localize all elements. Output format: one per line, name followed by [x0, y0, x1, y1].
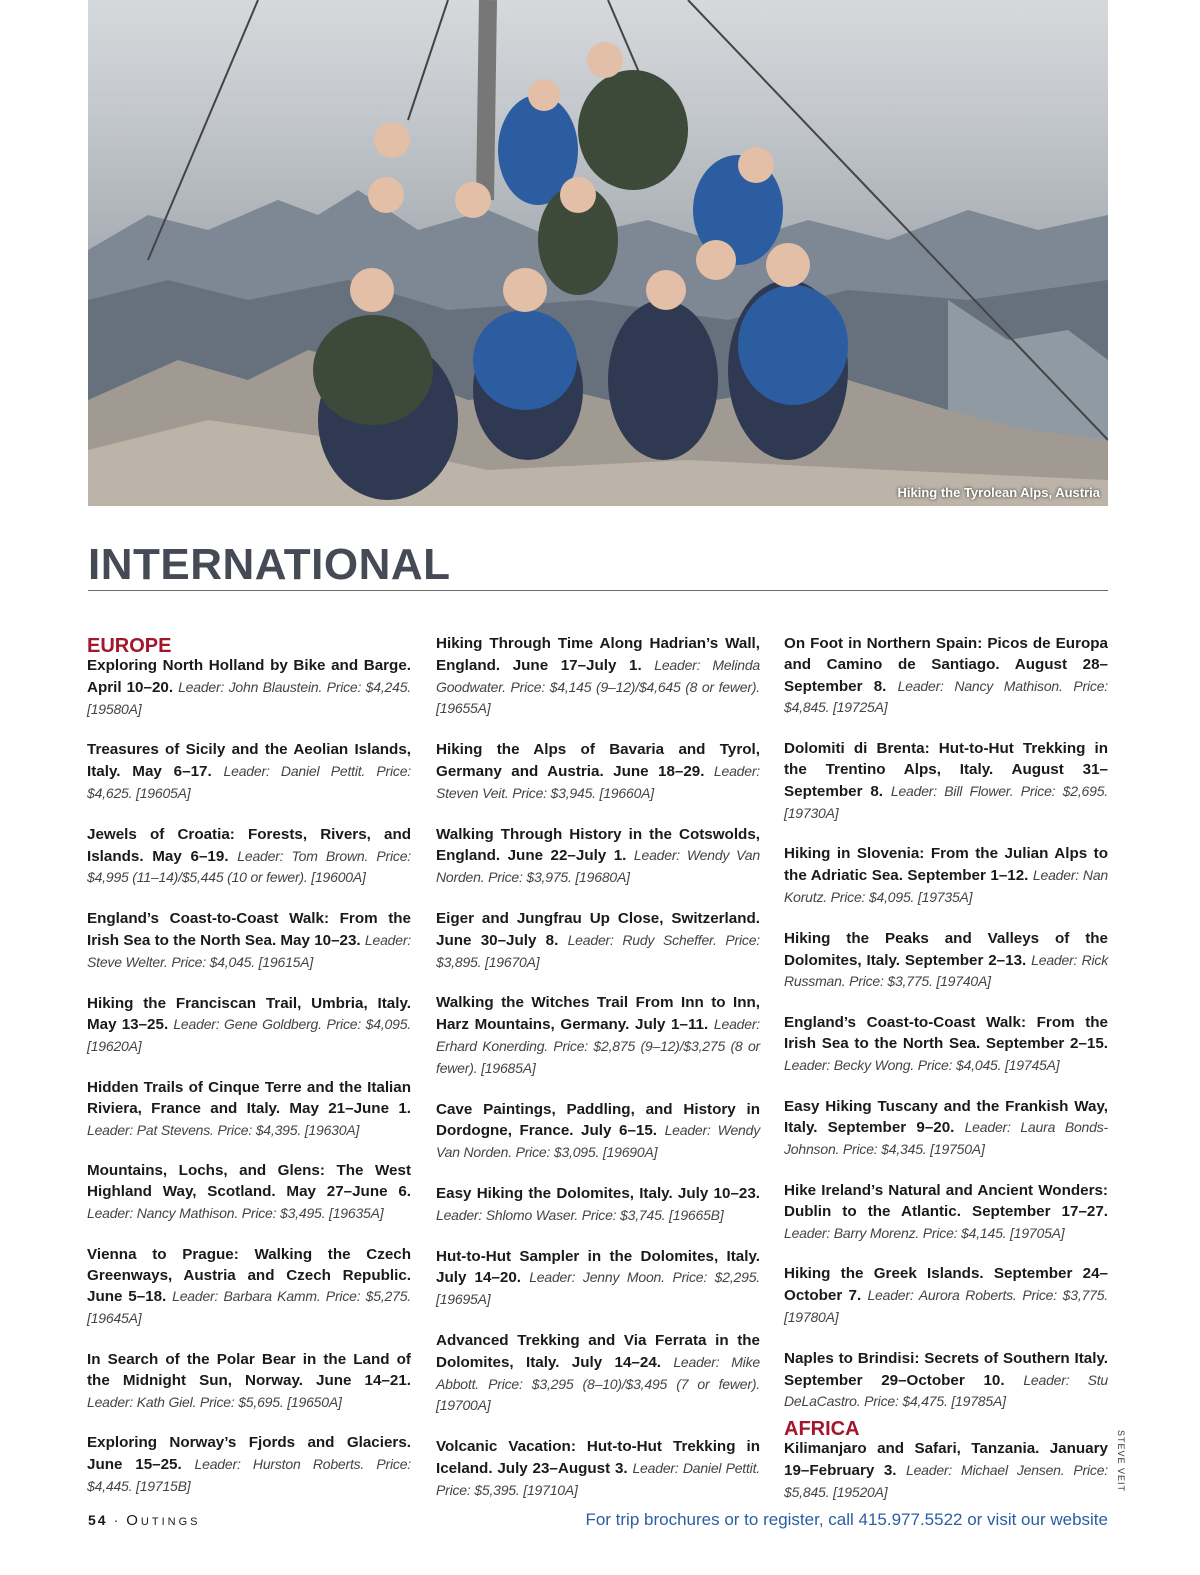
trip-listing [87, 909, 411, 973]
trip-details: Leader: Pat Stevens. Price: $4,395. [19630A] [87, 1121, 360, 1138]
trip-details: Leader: Hurston Roberts. Price: $4,445. [19715B] [87, 1456, 411, 1494]
trip-listing [436, 1331, 760, 1417]
trip-details: Leader: Daniel Pettit. Price: $4,625. [19605A] [87, 763, 411, 801]
trip-title: Hiking in Slovenia: From the Julian Alps to the Adriatic Sea. September 1–12. [784, 845, 1108, 885]
trip-title: Hiking the Alps of Bavaria and Tyrol, Germany and Austria. June 18–29. [436, 741, 760, 780]
trip-details: Leader: Michael Jensen. Price: $5,845. [19520A] [784, 1461, 1108, 1500]
trip-details: Leader: Rick Russman. Price: $3,775. [19740A] [784, 951, 1108, 990]
trip-details: Leader: Steve Welter. Price: $4,045. [19615A] [87, 931, 411, 970]
trip-details: Leader: Nancy Mathison. Price: $3,495. [19635A] [87, 1204, 384, 1221]
trip-title: Mountains, Lochs, and Glens: The West Highland Way, Scotland. May 27–June 6. [87, 1162, 411, 1201]
trip-listing [87, 1161, 411, 1224]
trip-listing [784, 929, 1108, 993]
trip-title: Naples to Brindisi: Secrets of Southern Italy. September 29–October 10. [784, 1349, 1108, 1389]
trip-details: Leader: Wendy Van Norden. Price: $3,975. [19680A] [436, 847, 760, 886]
folio [88, 1512, 200, 1529]
trip-listing [87, 656, 411, 720]
title-divider [88, 590, 1108, 591]
trip-title: Hut-to-Hut Sampler in the Dolomites, Italy. July 14–20. [436, 1247, 760, 1287]
trip-details: Leader: Mike Abbott. Price: $3,295 (8–10)/$3,495 (7 or fewer). [19700A] [436, 1353, 760, 1414]
publication-name: Outings [126, 1512, 201, 1529]
trip-listing [784, 634, 1108, 719]
trip-title: Exploring North Holland by Bike and Barge. April 10–20. [87, 657, 411, 696]
trip-title: Hiking the Greek Islands. September 24–October 7. [784, 1265, 1108, 1305]
trip-title: Cave Paintings, Paddling, and History in Dordogne, France. July 6–15. [436, 1100, 760, 1140]
trip-title: Easy Hiking the Dolomites, Italy. July 10–23. [436, 1184, 760, 1202]
trip-listing [436, 634, 760, 720]
trip-listing [87, 1350, 411, 1413]
region-heading-africa: AFRICA [784, 1418, 860, 1441]
trip-details: Leader: Shlomo Waser. Price: $3,745. [19665B] [436, 1206, 724, 1223]
trip-title: Kilimanjaro and Safari, Tanzania. January 19–February 3. [784, 1440, 1108, 1479]
trip-details: Leader: Bill Flower. Price: $2,695. [19730A] [784, 782, 1108, 821]
trip-details: Leader: Barry Morenz. Price: $4,145. [19705A] [784, 1224, 1065, 1241]
section-title: INTERNATIONAL [88, 540, 451, 589]
trip-listing [87, 740, 411, 804]
trip-title: Walking the Witches Trail From Inn to Inn, Harz Mountains, Germany. July 1–11. [436, 994, 760, 1034]
trip-details: Leader: Kath Giel. Price: $5,695. [19650A] [87, 1393, 342, 1410]
mountain-summit-illustration [88, 0, 1108, 506]
trip-details: Leader: Becky Wong. Price: $4,045. [19745A] [784, 1056, 1060, 1073]
photo-caption: Hiking the Tyrolean Alps, Austria [897, 485, 1100, 500]
trip-title: On Foot in Northern Spain: Picos de Europa and Camino de Santiago. August 28–September 8. [784, 635, 1108, 695]
page-number: 54 [88, 1512, 108, 1528]
trip-listing [87, 1245, 411, 1330]
trip-listing [784, 1013, 1108, 1076]
trip-title: Hiking the Peaks and Valleys of the Dolomites, Italy. September 2–13. [784, 929, 1108, 969]
hero-photo [88, 0, 1108, 506]
trip-listing [784, 1349, 1108, 1413]
trip-details: Leader: Steven Veit. Price: $3,945. [19660A] [436, 762, 760, 801]
trip-listing [784, 844, 1108, 908]
trip-listing [784, 739, 1108, 824]
trip-details: Leader: Melinda Goodwater. Price: $4,145 (9–12)/$4,645 (8 or fewer). [19655A] [436, 656, 760, 717]
trip-title: Jewels of Croatia: Forests, Rivers, and Islands. May 6–19. [87, 825, 411, 865]
trip-listing [87, 1433, 411, 1497]
trip-title: Hidden Trails of Cinque Terre and the Italian Riviera, France and Italy. May 21–June 1. [87, 1078, 411, 1117]
trip-listing [436, 1247, 760, 1311]
trip-listing [436, 825, 760, 889]
trip-title: Eiger and Jungfrau Up Close, Switzerland. June 30–July 8. [436, 909, 760, 949]
photo-credit: STEVE VEIT [1116, 1430, 1126, 1493]
trip-title: Treasures of Sicily and the Aeolian Islands, Italy. May 6–17. [87, 741, 411, 781]
trip-details: Leader: John Blaustein. Price: $4,245. [19580A] [87, 678, 411, 717]
trip-listing [436, 993, 760, 1079]
trip-listing [87, 825, 411, 889]
trip-title: Dolomiti di Brenta: Hut-to-Hut Trekking in the Trentino Alps, Italy. August 31–September 8. [784, 740, 1108, 800]
trip-title: Easy Hiking Tuscany and the Frankish Way, Italy. September 9–20. [784, 1097, 1108, 1137]
trip-listing [436, 909, 760, 973]
trip-title: Volcanic Vacation: Hut-to-Hut Trekking in Iceland. July 23–August 3. [436, 1438, 760, 1477]
column-2 [436, 634, 760, 1522]
trip-details: Leader: Rudy Scheffer. Price: $3,895. [19670A] [436, 931, 760, 970]
trip-listing [87, 994, 411, 1058]
trip-title: Hike Ireland’s Natural and Ancient Wonders: Dublin to the Atlantic. September 17–27. [784, 1181, 1108, 1220]
trip-listing [436, 740, 760, 804]
trip-title: Vienna to Prague: Walking the Czech Greenways, Austria and Czech Republic. June 5–18. [87, 1245, 411, 1306]
trip-listing [784, 1097, 1108, 1161]
trip-title: In Search of the Polar Bear in the Land of the Midnight Sun, Norway. June 14–21. [87, 1350, 411, 1389]
trip-details: Leader: Daniel Pettit. Price: $5,395. [19710A] [436, 1459, 760, 1498]
trip-details: Leader: Stu DeLaCastro. Price: $4,475. [19785A] [784, 1371, 1108, 1410]
trip-details: Leader: Gene Goldberg. Price: $4,095. [19620A] [87, 1016, 411, 1055]
trip-details: Leader: Wendy Van Norden. Price: $3,095. [19690A] [436, 1122, 761, 1161]
contact-line: For trip brochures or to register, call 415.977.5522 or visit our website [585, 1510, 1108, 1529]
trip-title: Hiking the Franciscan Trail, Umbria, Italy. May 13–25. [87, 994, 411, 1034]
trip-title: Walking Through History in the Cotswolds, England. June 22–July 1. [436, 825, 760, 865]
trip-listing [436, 1184, 760, 1227]
trip-details: Leader: Laura Bonds-Johnson. Price: $4,345. [19750A] [784, 1119, 1108, 1158]
trip-title: England’s Coast-to-Coast Walk: From the Irish Sea to the North Sea. September 2–15. [784, 1014, 1108, 1052]
trip-title: England’s Coast-to-Coast Walk: From the Irish Sea to the North Sea. May 10–23. [87, 910, 411, 949]
trip-title: Exploring Norway’s Fjords and Glaciers. June 15–25. [87, 1434, 411, 1474]
trip-details: Leader: Barbara Kamm. Price: $5,275. [19645A] [87, 1288, 411, 1327]
trip-listing [436, 1100, 760, 1164]
trip-details: Leader: Aurora Roberts. Price: $3,775. [19780A] [784, 1287, 1108, 1325]
trip-title: Hiking Through Time Along Hadrian’s Wall, England. June 17–July 1. [436, 635, 760, 674]
column-3 [784, 634, 1108, 1524]
trip-details: Leader: Erhard Konerding. Price: $2,875 (9–12)/$3,275 (8 or fewer). [19685A] [436, 1016, 760, 1076]
trip-listing [87, 1078, 411, 1141]
trip-title: Advanced Trekking and Via Ferrata in the Dolomites, Italy. July 14–24. [436, 1331, 760, 1371]
region-heading-europe: EUROPE [87, 635, 172, 657]
folio-separator: · [113, 1512, 121, 1528]
trip-listing [436, 1437, 760, 1501]
trip-listing [784, 1439, 1108, 1503]
trip-details: Leader: Nan Korutz. Price: $4,095. [19735A] [784, 867, 1108, 905]
trip-listing [784, 1264, 1108, 1328]
trip-details: Leader: Tom Brown. Price: $4,995 (11–14)/$5,445 (10 or fewer). [19600A] [87, 847, 411, 886]
trip-details: Leader: Nancy Mathison. Price: $4,845. [19725A] [784, 677, 1108, 716]
column-1 [87, 634, 411, 1518]
trip-listing [784, 1181, 1108, 1244]
trip-details: Leader: Jenny Moon. Price: $2,295. [19695A] [436, 1269, 760, 1308]
